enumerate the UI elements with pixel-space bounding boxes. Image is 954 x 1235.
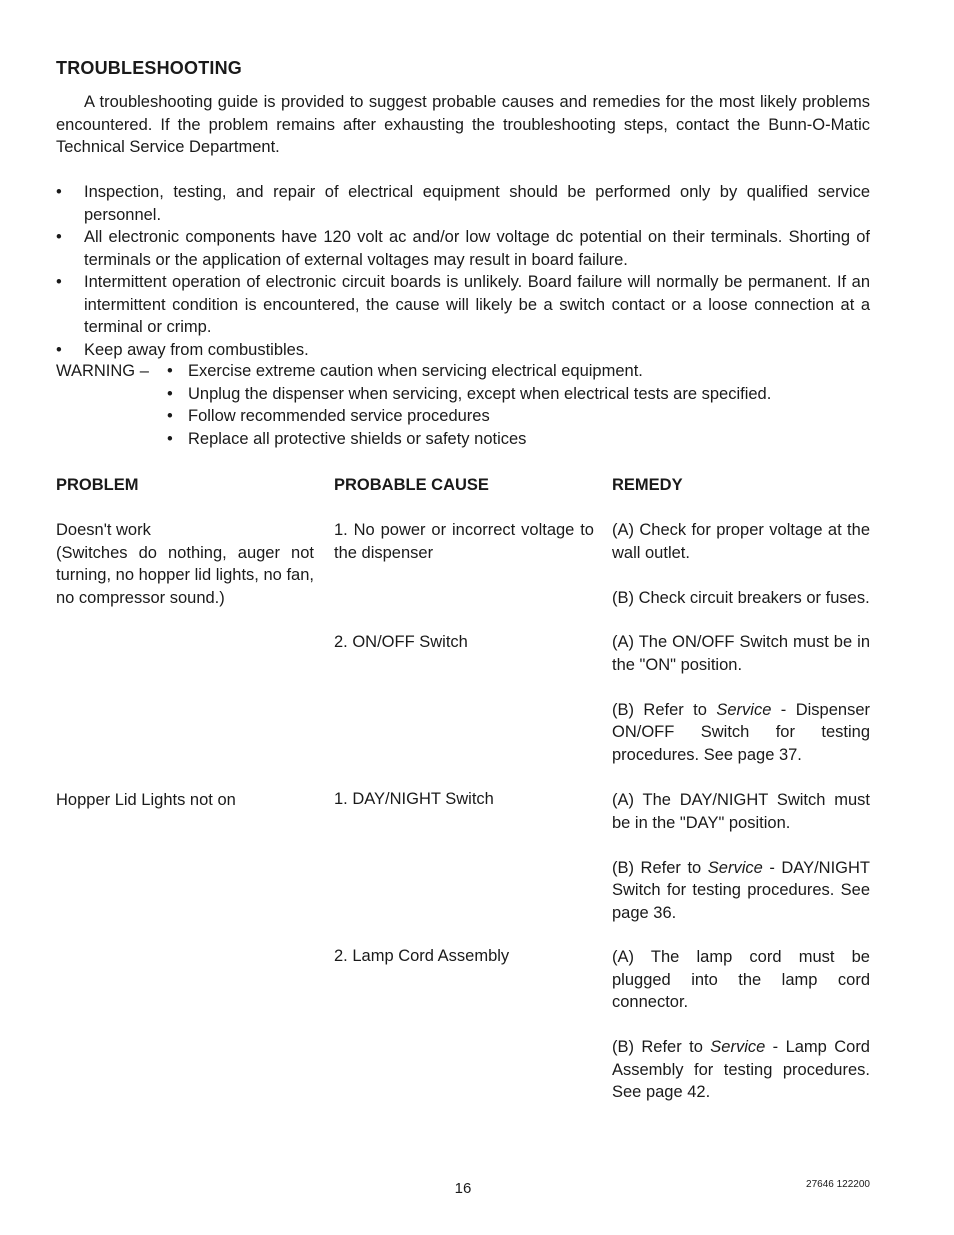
remedy-text: (A) The DAY/NIGHT Switch must be in the "DAY" position. xyxy=(612,791,870,832)
warning-label: WARNING – xyxy=(56,362,149,380)
problem-title: Hopper Lid Lights not on xyxy=(56,791,236,809)
remedy-text: (A) Check for proper voltage at the wall outlet. xyxy=(612,521,870,562)
remedy-text: (B) Check circuit breakers or fuses. xyxy=(612,588,870,607)
cause-cell xyxy=(334,519,594,564)
remedy-text xyxy=(612,699,870,767)
intro-paragraph: A troubleshooting guide is provided to suggest probable causes and remedies for the most likely problems encountered. If the problem remains after exhausting the troubleshooting steps, contact the Bunn-O-Matic Technical Service Department. xyxy=(56,93,870,156)
warning-item: • Replace all protective shields or safety notices xyxy=(167,428,867,451)
bullet-item: • Keep away from combustibles. xyxy=(56,339,870,362)
warning-item: • Follow recommended service procedures xyxy=(167,405,867,428)
problem-cell xyxy=(56,519,314,609)
bullet-item: • Intermittent operation of electronic circuit boards is unlikely. Board failure will normally be permanent. If an intermittent condition is encountered, the cause will likely be a switch contact or a loose connection at a terminal or crimp. xyxy=(56,271,870,339)
service-reference: Service xyxy=(710,1038,766,1056)
remedy-text xyxy=(612,857,870,925)
remedy-text-part: (B) Refer to xyxy=(612,858,708,877)
remedy-text: (A) The lamp cord must be plugged into the lamp cord connector. xyxy=(612,948,870,1011)
column-header-problem: PROBLEM xyxy=(56,476,139,494)
cause-text: 2. Lamp Cord Assembly xyxy=(334,947,510,965)
service-reference: Service xyxy=(707,858,763,877)
document-code: 27646 122200 xyxy=(806,1179,870,1190)
remedy-cell xyxy=(612,789,870,924)
cause-text: 2. ON/OFF Switch xyxy=(334,633,468,651)
cause-cell xyxy=(334,631,594,654)
bullet-item: • All electronic components have 120 volt ac and/or low voltage dc potential on their terminals. Shorting of terminals or the application of external voltages may result in board failure. xyxy=(56,226,870,271)
page-number: 16 xyxy=(454,1180,472,1197)
manual-page xyxy=(56,0,870,1235)
bullet-item: • Inspection, testing, and repair of electrical equipment should be performed only by qualified service personnel. xyxy=(56,181,870,226)
remedy-text-part: - DAY/NIGHT Switch for testing procedures. See page 36. xyxy=(612,858,871,922)
safety-bullet-list xyxy=(56,181,870,361)
warning-item: • Exercise extreme caution when servicing electrical equipment. xyxy=(167,360,867,383)
remedy-cell xyxy=(612,631,870,766)
cause-text: 1. DAY/NIGHT Switch xyxy=(334,790,494,808)
problem-title: Doesn't work xyxy=(56,521,151,539)
cause-text: 1. No power or incorrect voltage to the dispenser xyxy=(334,521,594,562)
cause-cell xyxy=(334,788,594,811)
problem-cell xyxy=(56,789,314,812)
remedy-text: (A) The ON/OFF Switch must be in the "ON" position. xyxy=(612,633,870,674)
cause-cell xyxy=(334,945,594,968)
column-header-remedy: REMEDY xyxy=(612,476,683,494)
remedy-text-part: - Dispenser ON/OFF Switch for testing procedures. See page 37. xyxy=(612,700,870,764)
warning-list xyxy=(167,360,867,450)
column-header-cause: PROBABLE CAUSE xyxy=(334,476,489,494)
remedy-cell xyxy=(612,946,870,1104)
problem-detail: (Switches do nothing, auger not turning, no hopper lid lights, no fan, no compressor sound.) xyxy=(56,543,314,607)
section-heading: TROUBLESHOOTING xyxy=(56,58,242,78)
remedy-cell xyxy=(612,519,870,609)
service-reference: Service xyxy=(716,700,772,719)
remedy-text-part: (B) Refer to xyxy=(612,1038,711,1056)
remedy-text-part: (B) Refer to xyxy=(612,700,717,719)
remedy-text-part: - Lamp Cord Assembly for testing procedures. See page 42. xyxy=(612,1038,870,1101)
warning-item: • Unplug the dispenser when servicing, except when electrical tests are specified. xyxy=(167,383,867,406)
remedy-text xyxy=(612,1036,870,1104)
